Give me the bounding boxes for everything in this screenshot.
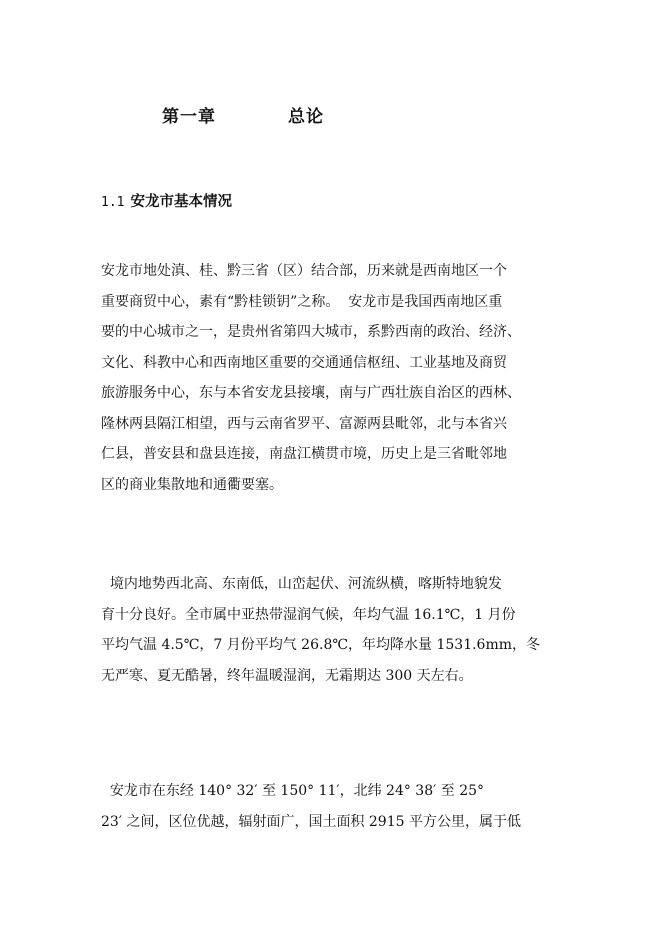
paragraph-line: 无严寒、夏无酷暑，终年温暖湿润，无霜期达 300 天左右。 — [101, 667, 473, 684]
paragraph-1 — [101, 256, 563, 500]
paragraph-line: 文化、科教中心和西南地区重要的交通通信枢纽、工业基地及商贸 — [101, 354, 507, 371]
paragraph-line: 区的商业集散地和通衢要塞。 — [101, 476, 283, 493]
paragraph-3 — [101, 776, 563, 837]
chapter-heading — [162, 102, 324, 127]
paragraph-line: 境内地势西北高、东南低，山峦起伏、河流纵横，喀斯特地貌发 — [101, 576, 502, 592]
paragraph-line: 隆林两县隔江相望，西与云南省罗平、富源两县毗邻，北与本省兴 — [101, 415, 507, 432]
paragraph-line: 旅游服务中心，东与本省安龙县接壤，南与广西壮族自治区的西林、 — [101, 385, 521, 401]
section-number: 1.1 — [101, 195, 125, 210]
paragraph-line: 要的中心城市之一，是贵州省第四大城市，系黔西南的政治、经济、 — [101, 324, 521, 340]
paragraph-line: 23′ 之间，区位优越，辐射面广，国土面积 2915 平方公里，属于低 — [101, 813, 521, 830]
paragraph-line: 安龙市在东经 140° 32′ 至 150° 11′，北纬 24° 38′ 至 25° — [101, 783, 485, 799]
paragraph-2 — [101, 569, 563, 691]
chapter-number: 第一章 — [162, 107, 216, 127]
paragraph-line: 平均气温 4.5℃，7 月份平均气 26.8℃，年均降水量 1531.6mm，冬 — [101, 637, 541, 653]
paragraph-line: 育十分良好。全市属中亚热带湿润气候，年均气温 16.1℃，1 月份 — [101, 606, 516, 623]
section-heading — [101, 190, 232, 211]
section-title: 安龙市基本情况 — [130, 193, 232, 210]
paragraph-line: 安龙市地处滇、桂、黔三省（区）结合部，历来就是西南地区一个 — [101, 263, 507, 279]
paragraph-line: 仁县，普安县和盘县连接，南盘江横贯市境，历史上是三省毗邻地 — [101, 446, 507, 462]
chapter-title: 总论 — [288, 107, 324, 127]
paragraph-line: 重要商贸中心，素有“黔桂锁钥”之称。 安龙市是我国西南地区重 — [101, 293, 503, 310]
